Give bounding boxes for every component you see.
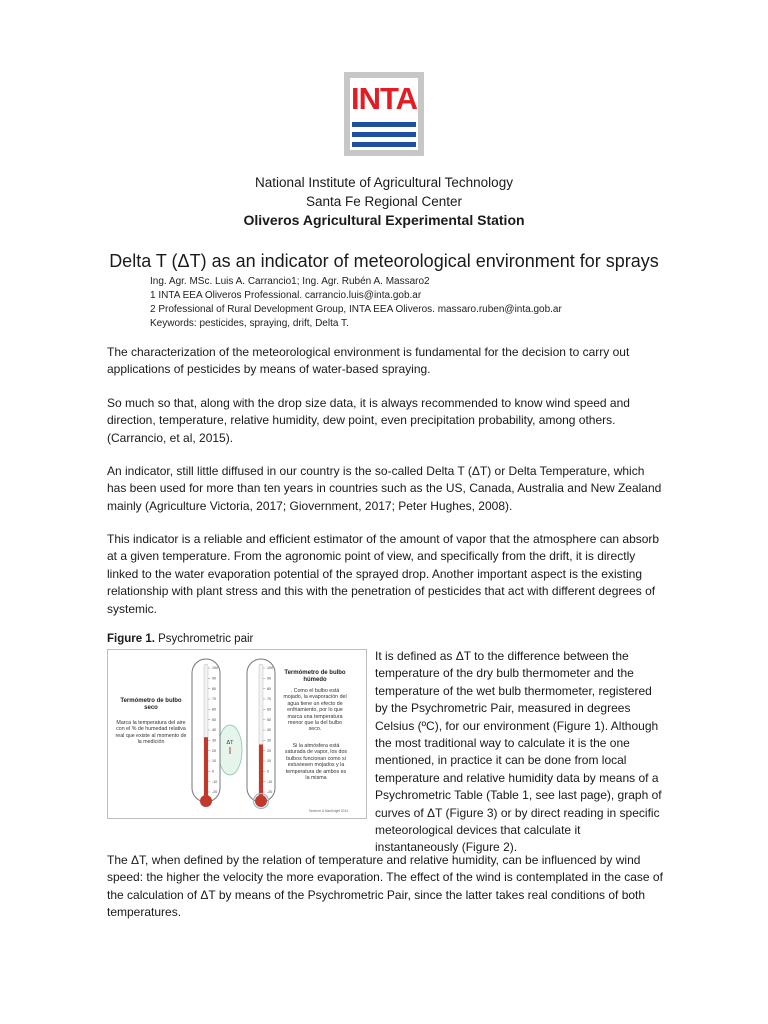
paragraph-4: This indicator is a reliable and efficient estimator of the amount of vapor that the atmosphere can absorb at a given temperature. From the agronomic point of view, and specifically from the drift, it is directly linked to the water evaporation potential of the sprayed drop. Another important aspect is the existing relationship with plant stress and this with the penetration of pesticides that act with different degrees of systemic. [107, 532, 660, 616]
wet-bulb-title: Termómetro de bulbo húmedo [284, 670, 346, 683]
figure-label: Figure 1. [107, 633, 155, 645]
figure-caption [107, 632, 253, 646]
figure-credit: Taverner & MacKnight 2014 [308, 809, 348, 813]
wet-scale-label: 90 [267, 676, 271, 681]
station-name: Oliveros Agricultural Experimental Station [243, 212, 525, 228]
dry-scale-label: 100 [212, 666, 218, 671]
wet-scale-label: 50 [267, 717, 271, 722]
wet-scale-label: 20 [267, 748, 271, 753]
wet-mercury [259, 744, 263, 799]
wet-scale-label: 0 [267, 769, 269, 774]
wet-bulb [255, 795, 267, 807]
page-title: Delta T (ΔT) as an indicator of meteorological environment for sprays [109, 251, 659, 271]
dry-scale-label: -20 [212, 790, 218, 795]
paragraph-3: An indicator, still little diffused in our country is the so-called Delta T (ΔT) or Delta Temperature, which has been used for more than ten years in countries such as the US, Canada, Australia and New Zealand mainly (Agriculture Victoria, 2017; Giovernment, 2017; Peter Hughes, 2008). [107, 464, 662, 513]
paragraph-1: The characterization of the meteorological environment is fundamental for the decision to carry out applications of pesticides by means of water-based spraying. [107, 345, 630, 377]
dry-thermometer [192, 659, 220, 807]
institution-name: National Institute of Agricultural Technology [255, 175, 513, 190]
wet-scale-label: 80 [267, 686, 271, 691]
affiliation-2: 2 Professional of Rural Development Group, INTA EEA Oliveros. massaro.ruben@inta.gob.ar [150, 304, 562, 315]
logo-stripe [352, 132, 416, 137]
wet-scale-label: 100 [267, 666, 273, 671]
inta-logo [344, 72, 424, 156]
wet-bulb-text-2: Si la atmósfera está saturada de vapor, los dos bulbos funcionan como si estuviesen mojados y la temperatura de ambos es la misma [284, 743, 348, 782]
wet-scale-label: 10 [267, 759, 271, 764]
wet-scale-label: -10 [267, 779, 273, 784]
regional-center: Santa Fe Regional Center [305, 194, 463, 209]
paragraph-6: The ΔT, when defined by the relation of temperature and relative humidity, can be influenced by wind speed: the higher the velocity the more evaporation. The effect of the wind is contemplated in the case of the calculation of ΔT by means of the Psychrometric Pair, since the latter takes real conditions of both temperatures. [107, 853, 663, 920]
logo-stripe [352, 122, 416, 127]
logo-stripe [352, 142, 416, 147]
figure-caption-text: Psychrometric pair [158, 633, 254, 645]
dry-scale-label: 20 [212, 748, 216, 753]
logo-wordmark: INTA [350, 81, 418, 116]
thermometers-drawing [108, 650, 366, 818]
dry-scale-label: 50 [212, 717, 216, 722]
dry-scale-label: -10 [212, 779, 218, 784]
paragraph-5: It is defined as ΔT to the difference between the temperature of the dry bulb thermometer and the temperature of the wet bulb thermometer, registered by the Psychrometric Pair, measured in degrees Celsius (ºC), for our environment (Figure 1). Although the most traditional way to calculate it is the one mentioned, in practice it can be done from local temperature and relative humidity data by means of a Psychrometric Table (Table 1, see last page), graph of curves of ΔT (Figure 3) or by direct reading in specific meteorological devices that calculate it instantaneously (Figure 2). [375, 649, 662, 855]
dry-scale-label: 90 [212, 676, 216, 681]
dry-scale-label: 70 [212, 697, 216, 702]
dry-scale-label: 10 [212, 759, 216, 764]
dry-scale-label: 60 [212, 707, 216, 712]
keywords: Keywords: pesticides, spraying, drift, Delta T. [150, 318, 349, 329]
dry-bulb-title: Termómetro de bulbo seco [120, 698, 182, 711]
dry-scale-label: 80 [212, 686, 216, 691]
dry-bulb-text: Marca la temperatura del aire con el % de humedad relativa real que existe al momento de la medición [115, 720, 187, 746]
wet-scale-label: 30 [267, 738, 271, 743]
psychrometric-figure [107, 649, 367, 819]
dry-bulb [200, 795, 212, 807]
dry-scale-label: 40 [212, 728, 216, 733]
dry-scale-label: 0 [212, 769, 214, 774]
wet-scale-label: 60 [267, 707, 271, 712]
wet-bulb-text-1: . Como el bulbo está mojado, la evaporación del agua tiene un efecto de enfriamiento, por lo que marca una temperatura menor que la del bulbo seco. [283, 688, 347, 733]
wet-scale-label: 70 [267, 697, 271, 702]
dry-mercury [204, 737, 208, 799]
delta-t-label: ΔT [226, 740, 234, 746]
dry-scale-label: 30 [212, 738, 216, 743]
paragraph-2: So much so that, along with the drop size data, it is always recommended to know wind speed and direction, temperature, relative humidity, dew point, even precipitation probability, among others. (Carrancio, et al, 2015). [107, 396, 630, 445]
authors: Ing. Agr. MSc. Luis A. Carrancio1; Ing. Agr. Rubén A. Massaro2 [150, 276, 430, 287]
wet-scale-label: 40 [267, 728, 271, 733]
affiliation-1: 1 INTA EEA Oliveros Professional. carrancio.luis@inta.gob.ar [150, 290, 422, 301]
wet-thermometer [247, 659, 275, 809]
wet-scale-label: -20 [267, 790, 273, 795]
